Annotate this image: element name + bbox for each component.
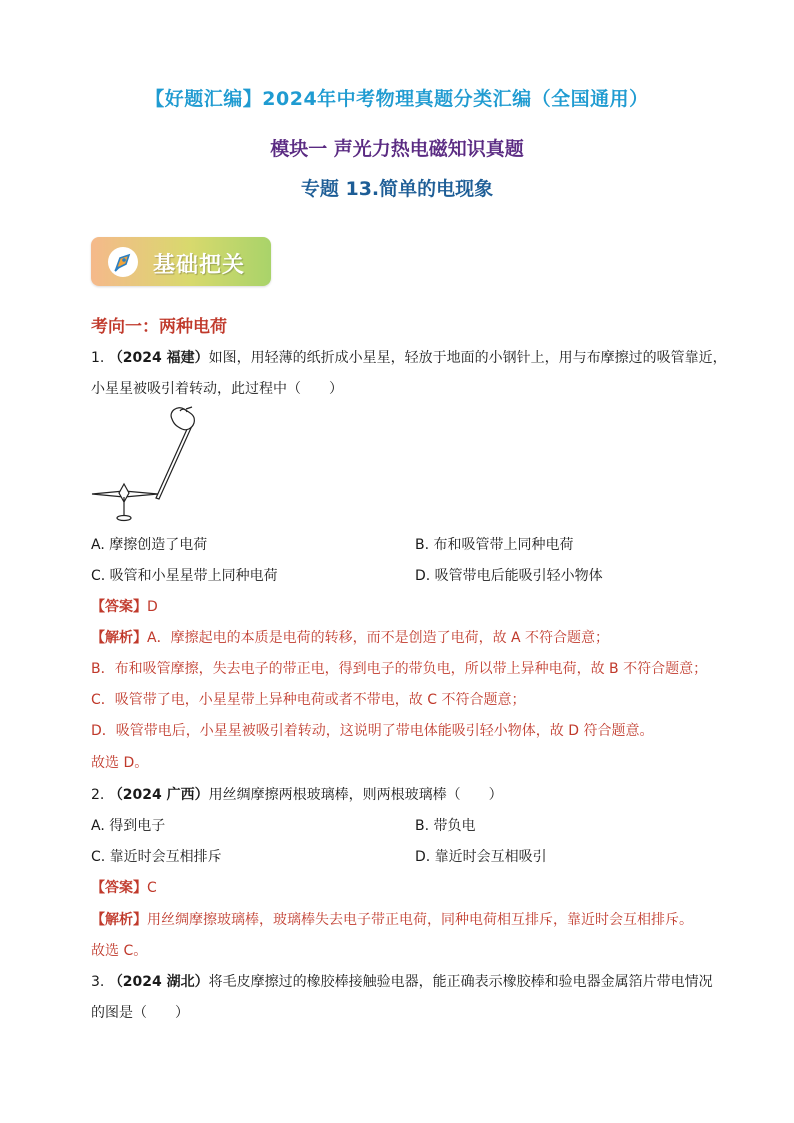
q1-analysis-d: D．吸管带电后，小星星被吸引着转动，这说明了带电体能吸引轻小物体，故 D 符合题意。 (91, 723, 654, 739)
q1-conclusion: 故选 D。 (91, 755, 149, 771)
q2-option-c: C. 靠近时会互相排斥 (91, 849, 222, 865)
q1-stem-line1: 1. （2024 福建）如图，用轻薄的纸折成小星星，轻放于地面的小钢针上，用与布摩擦过的吸管靠近， (91, 350, 727, 366)
q1-option-c: C. 吸管和小星星带上同种电荷 (91, 568, 278, 584)
q1-option-a: A. 摩擦创造了电荷 (91, 537, 208, 553)
module-title: 模块一 声光力热电磁知识真题 (270, 138, 524, 160)
q1-analysis-b: B．布和吸管摩擦，失去电子的带正电，得到电子的带负电，所以带上异种电荷，故 B 不符合题意； (91, 661, 708, 677)
star-straw-figure (88, 405, 228, 527)
q3-stem-line1: 3. （2024 湖北）将毛皮摩擦过的橡胶棒接触验电器，能正确表示橡胶棒和验电器金属箔片带电情况 (91, 974, 713, 990)
q2-option-b: B. 带负电 (415, 818, 476, 834)
q1-answer: 【答案】D (91, 599, 158, 615)
q2-stem: 2. （2024 广西）用丝绸摩擦两根玻璃棒，则两根玻璃棒（ ） (91, 787, 503, 803)
q1-option-b: B. 布和吸管带上同种电荷 (415, 537, 574, 553)
doc-title: 【好题汇编】2024年中考物理真题分类汇编（全国通用） (145, 88, 649, 110)
section-title: 考向一：两种电荷 (91, 317, 227, 337)
section-badge (91, 237, 271, 286)
q2-option-d: D. 靠近时会互相吸引 (415, 849, 547, 865)
q1-stem-line2: 小星星被吸引着转动，此过程中（ ） (91, 381, 343, 397)
q2-conclusion: 故选 C。 (91, 943, 148, 959)
q1-analysis-c: C．吸管带了电，小星星带上异种电荷或者不带电，故 C 不符合题意； (91, 692, 526, 708)
q2-analysis: 【解析】用丝绸摩擦玻璃棒，玻璃棒失去电子带正电荷，同种电荷相互排斥，靠近时会互相排斥。 (91, 912, 693, 928)
q2-answer: 【答案】C (91, 880, 157, 896)
q3-stem-line2: 的图是（ ） (91, 1005, 189, 1021)
q1-option-d: D. 吸管带电后能吸引轻小物体 (415, 568, 603, 584)
pen-nib-icon (107, 246, 139, 278)
topic-title: 专题 13.简单的电现象 (300, 178, 494, 200)
q2-option-a: A. 得到电子 (91, 818, 166, 834)
q1-analysis-a: 【解析】A．摩擦起电的本质是电荷的转移，而不是创造了电荷，故 A 不符合题意； (91, 630, 610, 646)
badge-label: 基础把关 (153, 253, 246, 278)
